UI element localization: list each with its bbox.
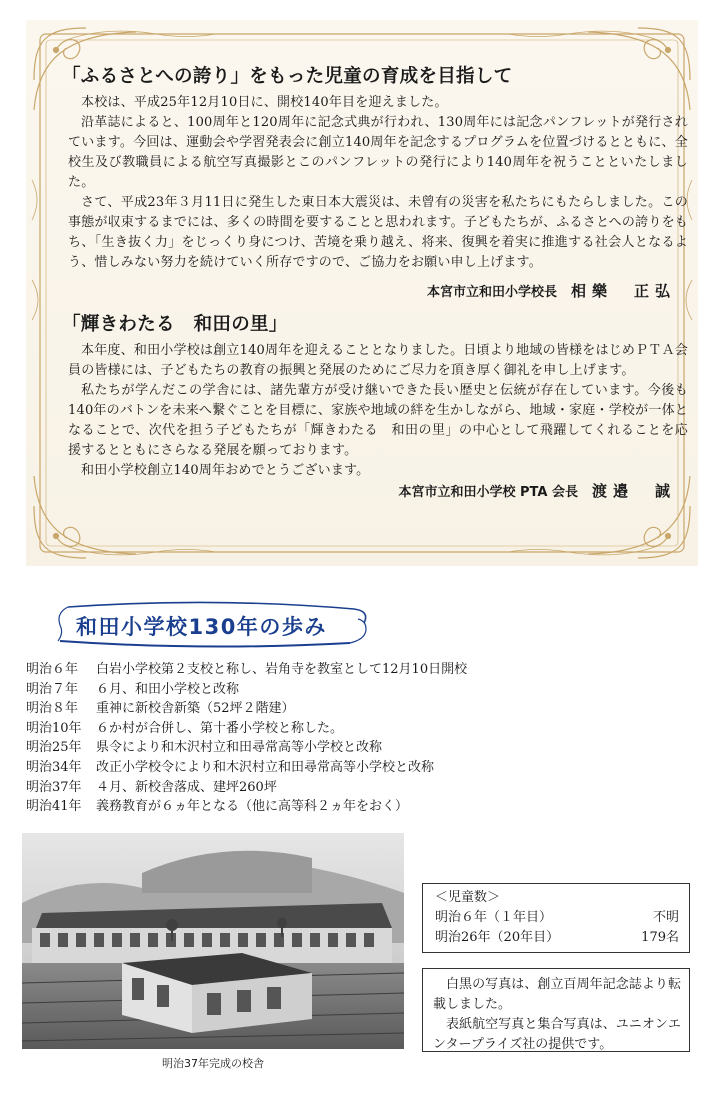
timeline-year: 明治37年 [26,779,82,795]
student-count-row [435,908,679,928]
pta-signature-title: 本宮市立和田小学校 PTA 会長 [398,485,578,500]
student-count-heading: ＜児童数＞ [435,890,501,905]
timeline-row [26,778,586,798]
school-building-illustration [22,833,404,1049]
principal-message-heading: 「ふるさとへの誇り」をもった児童の育成を目指して [62,66,513,87]
timeline-year: 明治７年 [26,681,79,697]
pta-signature-name: 渡邉 誠 [591,482,676,500]
timeline-event: 県令により和木沢村立和田尋常高等小学校と改称 [96,740,383,756]
timeline-row [26,758,586,778]
principal-signature [68,281,676,303]
student-count-row [435,928,679,948]
history-title-banner [54,601,374,651]
timeline-event: 改正小学校令により和木沢村立和田尋常高等小学校と改称 [96,759,435,775]
student-count-value: 179名 [641,930,679,945]
principal-signature-title: 本宮市立和田小学校長 [426,285,557,300]
timeline-event: ６月、和田小学校と改称 [96,681,240,697]
student-count-value: 不明 [652,910,679,925]
timeline-year: 明治34年 [26,759,82,775]
timeline-event: 白岩小学校第２支校と称し、岩角寺を教室として12月10日開校 [96,662,468,677]
photo-caption: 明治37年完成の校舎 [162,1057,264,1070]
history-title: 和田小学校130年の歩み [76,615,327,639]
timeline-event: 重神に新校舎新築（52坪２階建） [96,701,295,717]
principal-paragraph-1: 本校は、平成25年12月10日に、開校140年目を迎えました。 [81,95,448,110]
pta-paragraph-2: 私たちが学んだこの学舎には、諸先輩方が受け継いできた長い歴史と伝統が存在しています。今後も140年のバトンを未来へ繋ぐことを目標に、家族や地域の絆を生かしながら、地域・家庭・学校が一体となることで、次代を担う子どもたちが「輝きわたる 和田の里」の中心として飛躍してくれることを応援するとともにさらなる発展を願っております。 [68,383,688,458]
timeline-year: 明治６年 [26,662,79,677]
message-frame [26,20,698,566]
timeline-row [26,660,586,680]
student-count-label: 明治６年（１年目） [435,910,553,925]
timeline-event: 義務教育が６ヵ年となる（他に高等科２ヵ年をおく） [96,799,409,815]
history-timeline [26,660,586,817]
photo-credit-note [422,968,690,1052]
timeline-event: ４月、新校舎落成、建坪260坪 [96,779,277,795]
pta-paragraph-3: 和田小学校創立140周年おめでとうございます。 [81,463,370,478]
timeline-year: 明治10年 [26,720,82,736]
timeline-row [26,738,586,758]
timeline-row [26,719,586,739]
pta-message-heading: 「輝きわたる 和田の里」 [62,314,288,335]
timeline-row [26,699,586,719]
student-count-box [422,883,690,953]
school-building-photo [22,833,404,1049]
principal-signature-name: 相樂 正弘 [570,282,676,300]
student-count-label: 明治26年（20年目） [435,930,560,945]
timeline-event: ６か村が合併し、第十番小学校と称した。 [96,720,344,736]
pta-paragraph-1: 本年度、和田小学校は創立140周年を迎えることとなりました。日頃より地域の皆様をはじめＰＴＡ会員の皆様には、子どもたちの教育の振興と発展のためにご尽力を頂き厚く御礼を申し上げます。 [68,343,688,378]
timeline-year: 明治25年 [26,740,82,756]
timeline-row [26,797,586,817]
note-line-2: 表紙航空写真と集合写真は、ユニオンエンタープライズ社の提供です。 [433,1017,681,1052]
timeline-row [26,680,586,700]
message-content [62,65,688,513]
timeline-year: 明治８年 [26,701,79,717]
timeline-year: 明治41年 [26,799,82,815]
principal-paragraph-3: さて、平成23年３月11日に発生した東日本大震災は、未曾有の災害を私たちにもたらしました。この事態が収束するまでには、多くの時間を要することと思われます。子どもたちが、ふるさとへの誇りをもち、「生き抜く力」をじっくり身につけ、苦境を乗り越え、将来、復興を着実に推進する社会人となるよう、惜しみない努力を続けていく所存ですので、ご協力をお願い申し上げます。 [68,195,688,270]
pta-signature [68,481,676,503]
note-line-1: 白黒の写真は、創立百周年記念誌より転載しました。 [433,977,681,1012]
principal-paragraph-2: 沿革誌によると、100周年と120周年に記念式典が行われ、130周年には記念パンフレットが発行されています。今回は、運動会や学習発表会に創立140周年を記念するプログラムを位置づけるとともに、全校生及び教職員による航空写真撮影とこのパンフレットの発行により140周年を祝うことといたしました。 [68,115,688,190]
